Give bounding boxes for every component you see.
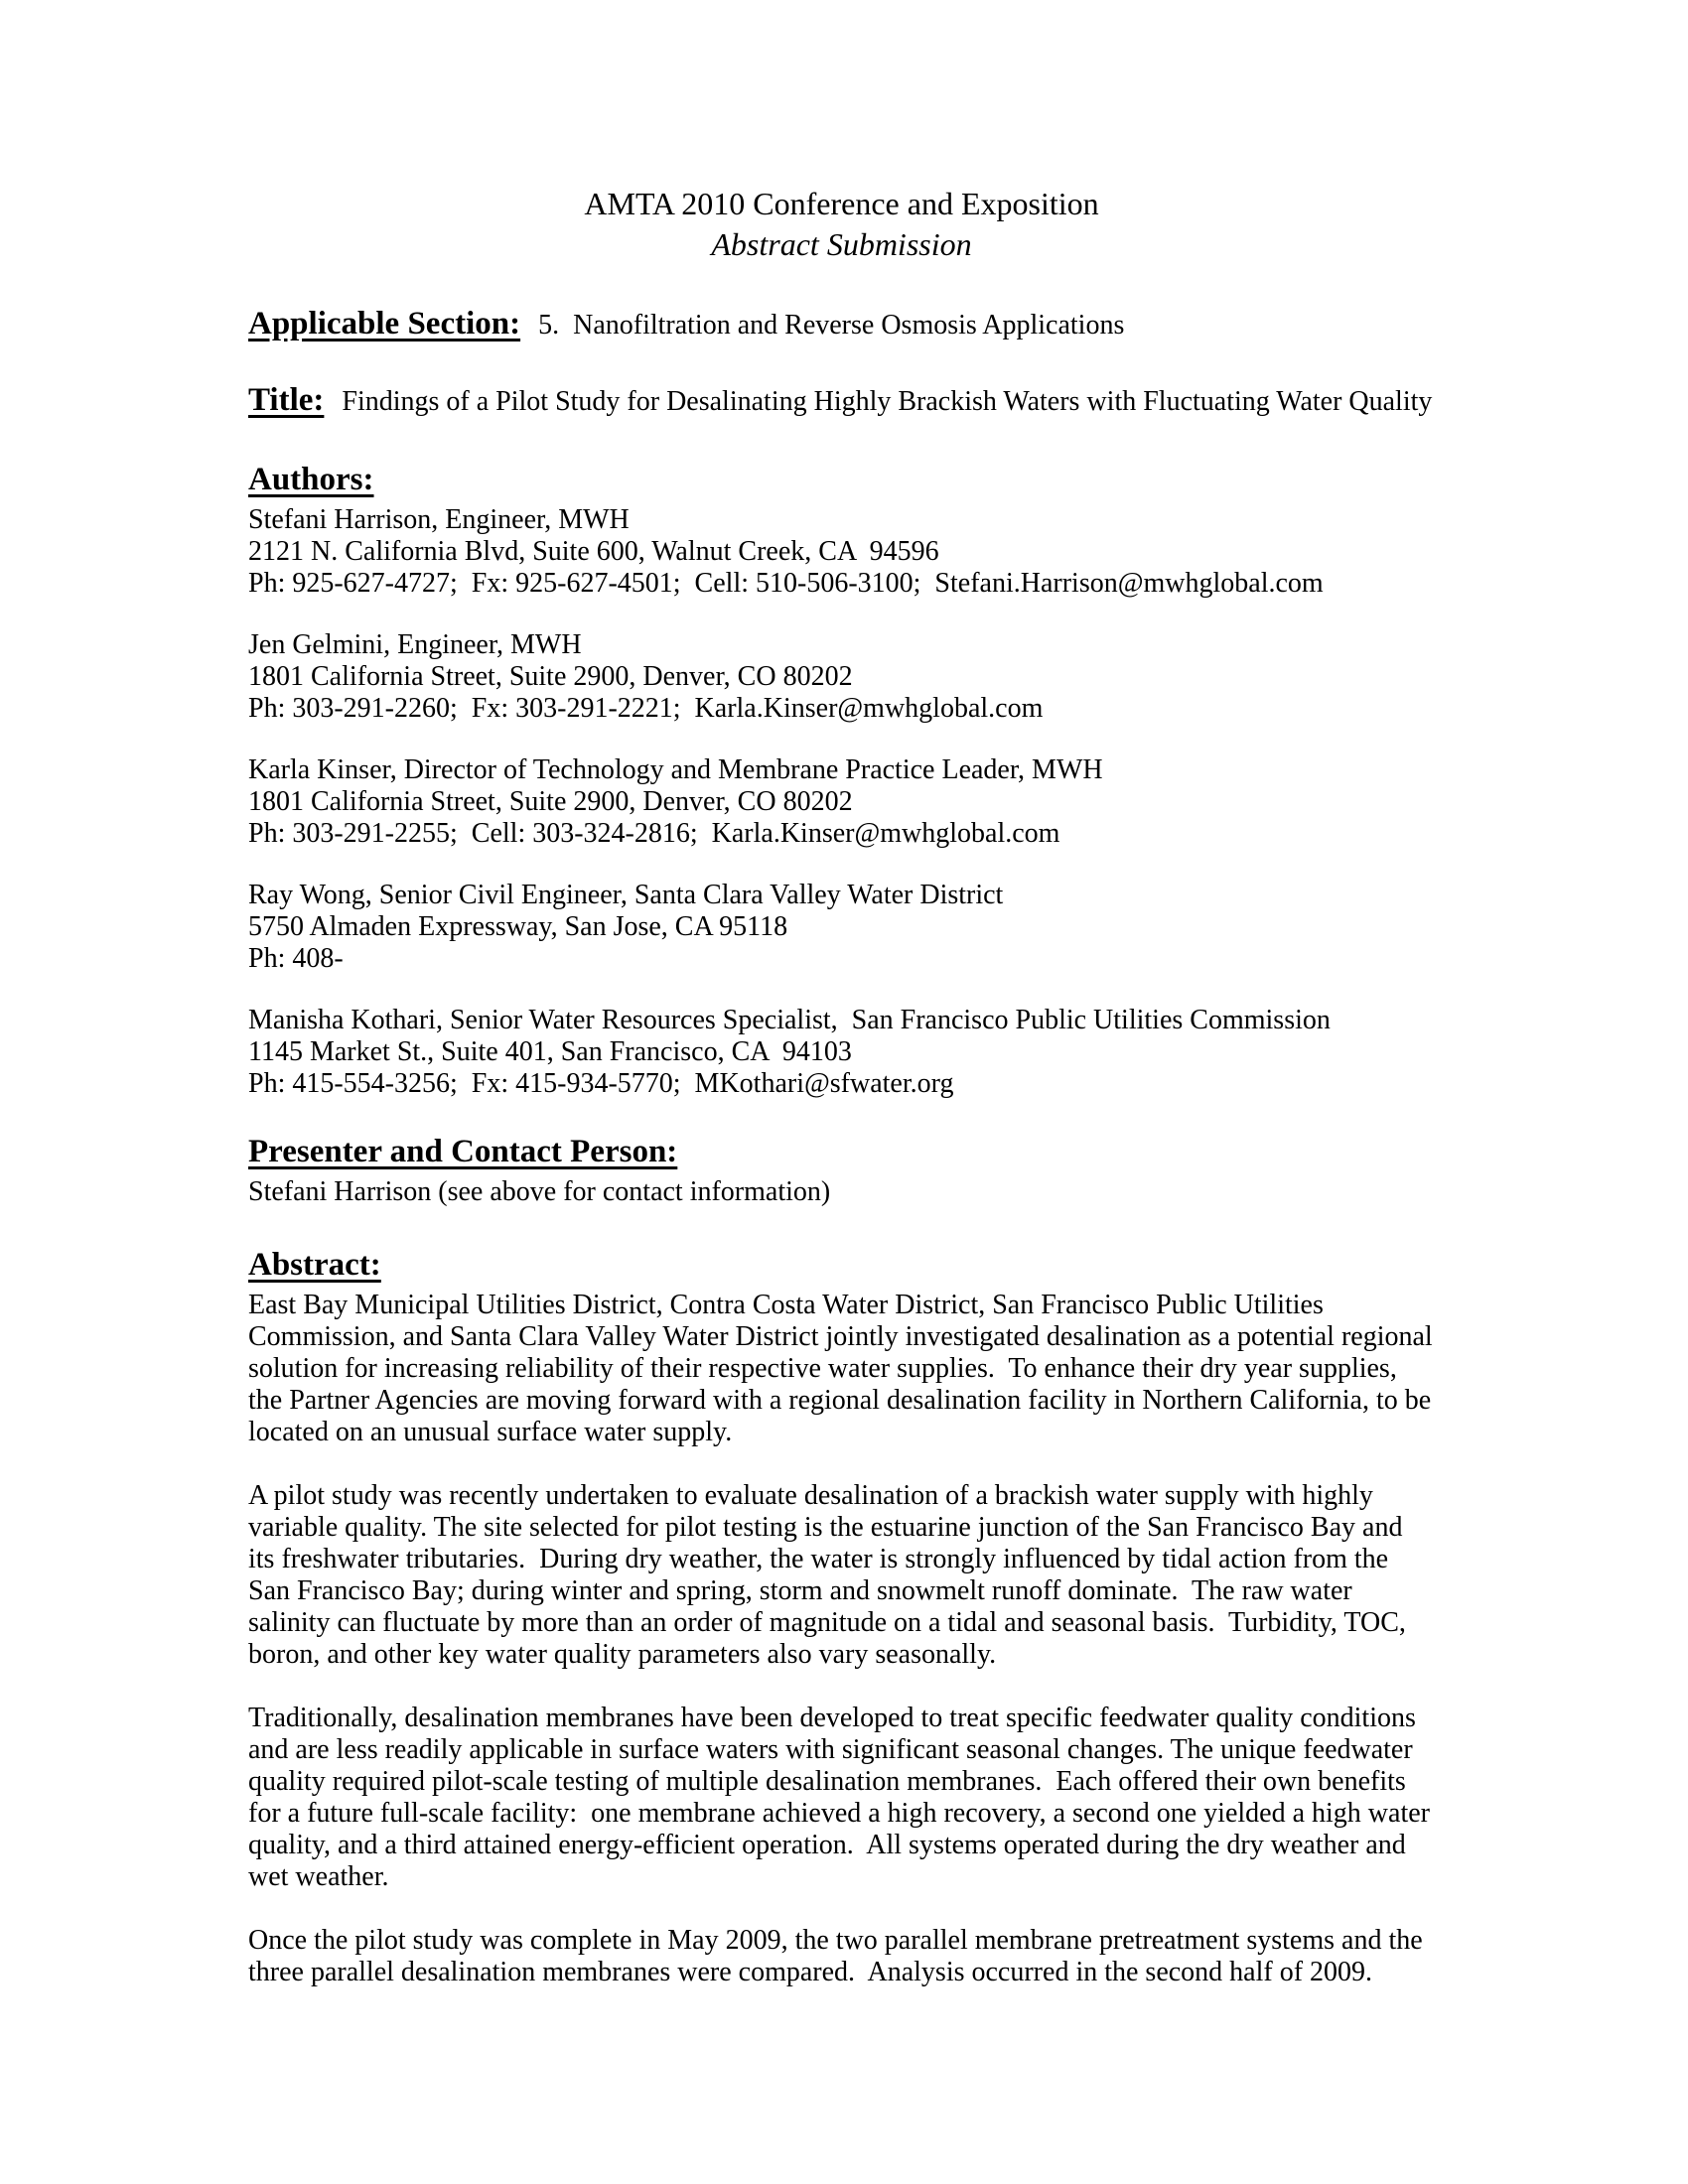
author-contact: Ph: 303-291-2255; Cell: 303-324-2816; Karla.Kinser@mwhglobal.com	[248, 818, 1060, 849]
authors-section-heading: Authors:	[248, 462, 374, 497]
author-name: Stefani Harrison, Engineer, MWH	[248, 504, 630, 535]
author-entry	[248, 504, 1435, 600]
applicable-section-heading: Applicable Section:	[248, 306, 521, 341]
abstract-paragraph: East Bay Municipal Utilities District, Contra Costa Water District, San Francisco Public Utilities Commission, and Santa Clara Valley Water District jointly investigated desalination as a potential regional solution for increasing reliability of their respective water supplies. To enhance their dry year supplies, the Partner Agencies are moving forward with a regional desalination facility in Northern California, to be located on an unusual surface water supply.	[248, 1290, 1440, 1447]
author-contact: Ph: 415-554-3256; Fx: 415-934-5770; MKothari@sfwater.org	[248, 1068, 954, 1099]
author-entry	[248, 754, 1435, 850]
conference-title: AMTA 2010 Conference and Exposition	[584, 186, 1099, 221]
presenter-value: Stefani Harrison (see above for contact information)	[248, 1176, 831, 1207]
author-address: 1145 Market St., Suite 401, San Francisco, CA 94103	[248, 1036, 852, 1067]
authors-section	[248, 461, 1435, 1100]
author-contact: Ph: 303-291-2260; Fx: 303-291-2221; Karla.Kinser@mwhglobal.com	[248, 693, 1044, 724]
abstract-section-heading: Abstract:	[248, 1247, 381, 1283]
document-subtitle: Abstract Submission	[711, 226, 972, 262]
abstract-section	[248, 1246, 1440, 1988]
abstract-paragraph: Traditionally, desalination membranes have been developed to treat specific feedwater quality conditions and are less readily applicable in surface waters with significant seasonal changes. The unique feedwater quality required pilot-scale testing of multiple desalination membranes. Each offered their own benefits for a future full-scale facility: one membrane achieved a high recovery, a second one yielded a high water quality, and a third attained energy-efficient operation. All systems operated during the dry weather and wet weather.	[248, 1703, 1437, 1892]
title-section	[248, 381, 1435, 419]
author-name: Ray Wong, Senior Civil Engineer, Santa Clara Valley Water District	[248, 880, 1004, 910]
author-name: Jen Gelmini, Engineer, MWH	[248, 629, 582, 660]
author-contact: Ph: 408-	[248, 943, 344, 974]
applicable-section-value: 5. Nanofiltration and Reverse Osmosis Applications	[538, 310, 1125, 341]
author-address: 1801 California Street, Suite 2900, Denver, CO 80202	[248, 786, 853, 817]
title-section-value: Findings of a Pilot Study for Desalinating Highly Brackish Waters with Fluctuating Water Quality	[342, 386, 1433, 417]
presenter-section	[248, 1133, 1435, 1208]
document-header	[248, 184, 1435, 265]
title-section-heading: Title:	[248, 382, 325, 418]
author-entry	[248, 880, 1435, 975]
presenter-section-heading: Presenter and Contact Person:	[248, 1134, 678, 1169]
author-name: Karla Kinser, Director of Technology and Membrane Practice Leader, MWH	[248, 754, 1103, 785]
author-address: 1801 California Street, Suite 2900, Denver, CO 80202	[248, 661, 853, 692]
author-entry	[248, 1005, 1435, 1100]
author-address: 5750 Almaden Expressway, San Jose, CA 95118	[248, 911, 788, 942]
author-contact: Ph: 925-627-4727; Fx: 925-627-4501; Cell: 510-506-3100; Stefani.Harrison@mwhglobal.com	[248, 568, 1324, 599]
applicable-section	[248, 305, 1435, 342]
abstract-paragraph: A pilot study was recently undertaken to evaluate desalination of a brackish water supply with highly variable quality. The site selected for pilot testing is the estuarine junction of the San Francisco Bay and its freshwater tributaries. During dry weather, the water is strongly influenced by tidal action from the San Francisco Bay; during winter and spring, storm and snowmelt runoff dominate. The raw water salinity can fluctuate by more than an order of magnitude on a tidal and seasonal basis. Turbidity, TOC, boron, and other key water quality parameters also vary seasonally.	[248, 1480, 1413, 1670]
author-entry	[248, 629, 1435, 725]
author-name: Manisha Kothari, Senior Water Resources Specialist, San Francisco Public Utilities Commission	[248, 1005, 1331, 1035]
author-address: 2121 N. California Blvd, Suite 600, Walnut Creek, CA 94596	[248, 536, 939, 567]
abstract-paragraph: Once the pilot study was complete in May 2009, the two parallel membrane pretreatment systems and the three parallel desalination membranes were compared. Analysis occurred in the second half of 2009.	[248, 1925, 1430, 1987]
